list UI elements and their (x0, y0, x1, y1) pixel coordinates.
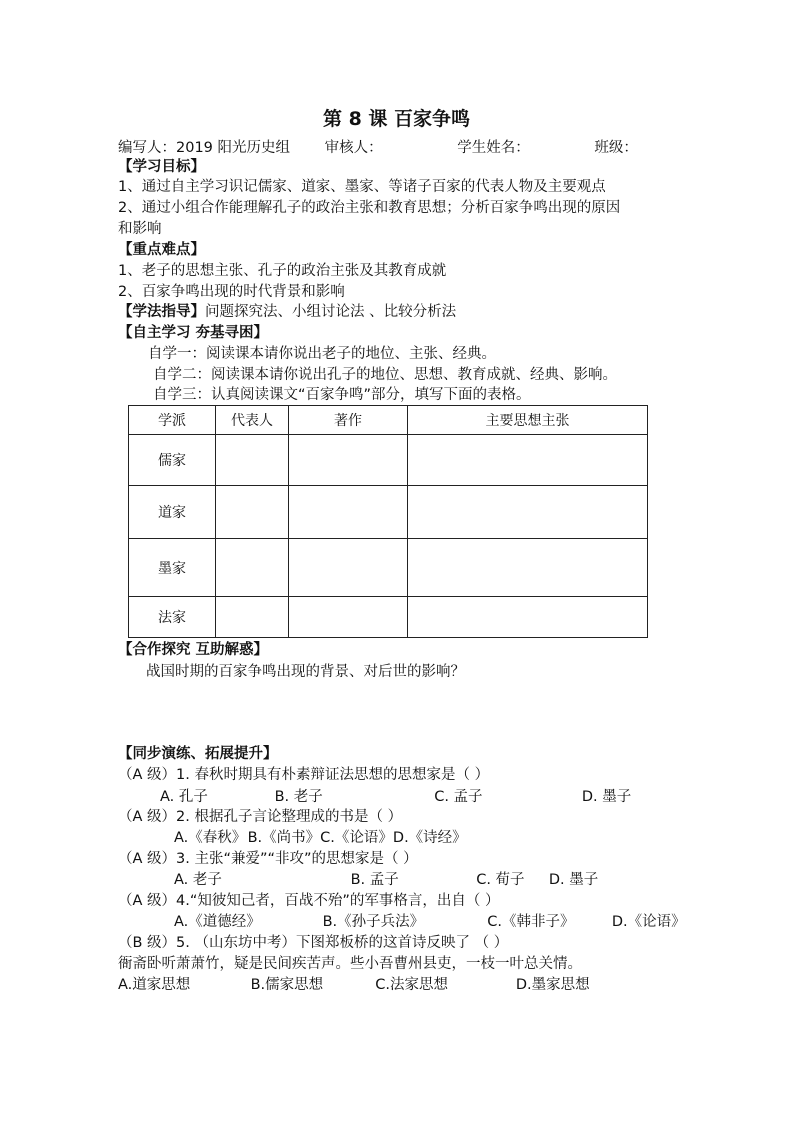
option[interactable]: A. 孔子 (160, 789, 208, 805)
keypoint-item: 1、老子的思想主张、孔子的政治主张及其教育成就 (118, 263, 447, 279)
selfstudy-item: 自学一：阅读课本请你说出老子的地位、主张、经典。 (148, 346, 496, 362)
table-row (129, 486, 648, 539)
blank-cell[interactable] (289, 435, 408, 486)
blank-cell[interactable] (408, 597, 648, 638)
table-header-row (129, 406, 648, 435)
option[interactable]: A.道家思想 (118, 977, 191, 993)
blank-cell[interactable] (408, 435, 648, 486)
student-name-label: 学生姓名： (457, 140, 530, 156)
selfstudy-heading: 【自主学习 夯基寻困】 (118, 325, 269, 341)
cooperation-question: 战国时期的百家争鸣出现的背景、对后世的影响？ (146, 664, 465, 680)
option[interactable]: A.《道德经》 (174, 914, 261, 930)
method-heading: 【学法指导】 (118, 304, 205, 320)
page-title: 第 8 课 百家争鸣 (322, 108, 471, 130)
table-header-cell: 代表人 (216, 406, 289, 435)
option[interactable]: C.法家思想 (375, 977, 448, 993)
question-4: （A 级）4.“知彼知己者，百战不殆”的军事格言，出自（ ） (118, 893, 500, 909)
keypoint-item: 2、百家争鸣出现的时代背景和影响 (118, 284, 345, 300)
header-meta (118, 138, 638, 158)
blank-cell[interactable] (408, 486, 648, 539)
option[interactable]: C. 孟子 (434, 789, 483, 805)
option[interactable]: B.儒家思想 (250, 977, 324, 993)
question-1: （A 级）1. 春秋时期具有朴素辩证法思想的思想家是（ ） (118, 767, 490, 783)
option[interactable]: C.《韩非子》 (487, 914, 575, 930)
blank-cell[interactable] (216, 435, 289, 486)
question-2: （A 级）2. 根据孔子言论整理成的书是（ ） (118, 809, 403, 825)
table-row (129, 435, 648, 486)
objective-item: 1、通过自主学习识记儒家、道家、墨家、等诸子百家的代表人物及主要观点 (118, 179, 606, 195)
blank-cell[interactable] (408, 539, 648, 597)
blank-cell[interactable] (216, 597, 289, 638)
option[interactable]: C. 荀子 (476, 872, 525, 888)
option[interactable]: D. 墨子 (548, 872, 599, 888)
option[interactable]: A.《春秋》 (174, 830, 247, 846)
table-header-cell: 著作 (289, 406, 408, 435)
objective-item: 和影响 (118, 221, 162, 237)
cooperation-heading: 【合作探究 互助解惑】 (118, 642, 269, 658)
question-4-options (174, 912, 686, 932)
school-name-cell: 儒家 (129, 435, 216, 486)
blank-cell[interactable] (289, 486, 408, 539)
blank-cell[interactable] (289, 597, 408, 638)
school-table (128, 405, 648, 638)
keypoints-heading: 【重点难点】 (118, 242, 205, 258)
option[interactable]: A. 老子 (174, 872, 222, 888)
objectives-heading: 【学习目标】 (118, 159, 205, 175)
table-header-cell: 学派 (129, 406, 216, 435)
blank-cell[interactable] (216, 486, 289, 539)
option[interactable]: B. 老子 (274, 789, 323, 805)
reviewer-label: 审核人： (324, 140, 383, 156)
author-label: 编写人：2019 阳光历史组 (118, 140, 291, 156)
question-1-options (160, 787, 631, 807)
option[interactable]: D.《论语》 (611, 914, 686, 930)
question-5-options (118, 975, 590, 995)
objective-item: 2、通过小组合作能理解孔子的政治主张和教育思想；分析百家争鸣出现的原因 (118, 200, 621, 216)
option[interactable]: B.《孙子兵法》 (322, 914, 425, 930)
method-text: 问题探究法、小组讨论法 、比较分析法 (205, 304, 457, 320)
blank-cell[interactable] (289, 539, 408, 597)
school-name-cell: 法家 (129, 597, 216, 638)
question-2-options (174, 828, 467, 848)
class-label: 班级： (594, 140, 638, 156)
school-name-cell: 道家 (129, 486, 216, 539)
option[interactable]: B.《尚书》C.《论语》D.《诗经》 (247, 830, 467, 846)
practice-heading: 【同步演练、拓展提升】 (118, 746, 278, 762)
selfstudy-item: 自学三：认真阅读课文“百家争鸣”部分，填写下面的表格。 (153, 387, 531, 403)
option[interactable]: B. 孟子 (350, 872, 399, 888)
table-row (129, 597, 648, 638)
question-3-options (174, 870, 598, 890)
option[interactable]: D. 墨子 (581, 789, 632, 805)
question-5-poem: 衙斋卧听萧萧竹，疑是民间疾苦声。些小吾曹州县吏，一枝一叶总关情。 (118, 956, 582, 972)
method-line (118, 302, 456, 322)
question-5: （B 级）5. （山东坊中考）下图郑板桥的这首诗反映了 （ ） (118, 935, 509, 951)
selfstudy-item: 自学二：阅读课本请你说出孔子的地位、思想、教育成就、经典、影响。 (153, 367, 617, 383)
question-3: （A 级）3. 主张“兼爱”“非攻”的思想家是（ ） (118, 851, 418, 867)
school-name-cell: 墨家 (129, 539, 216, 597)
option[interactable]: D.墨家思想 (515, 977, 590, 993)
table-header-cell: 主要思想主张 (408, 406, 648, 435)
table-row (129, 539, 648, 597)
blank-cell[interactable] (216, 539, 289, 597)
